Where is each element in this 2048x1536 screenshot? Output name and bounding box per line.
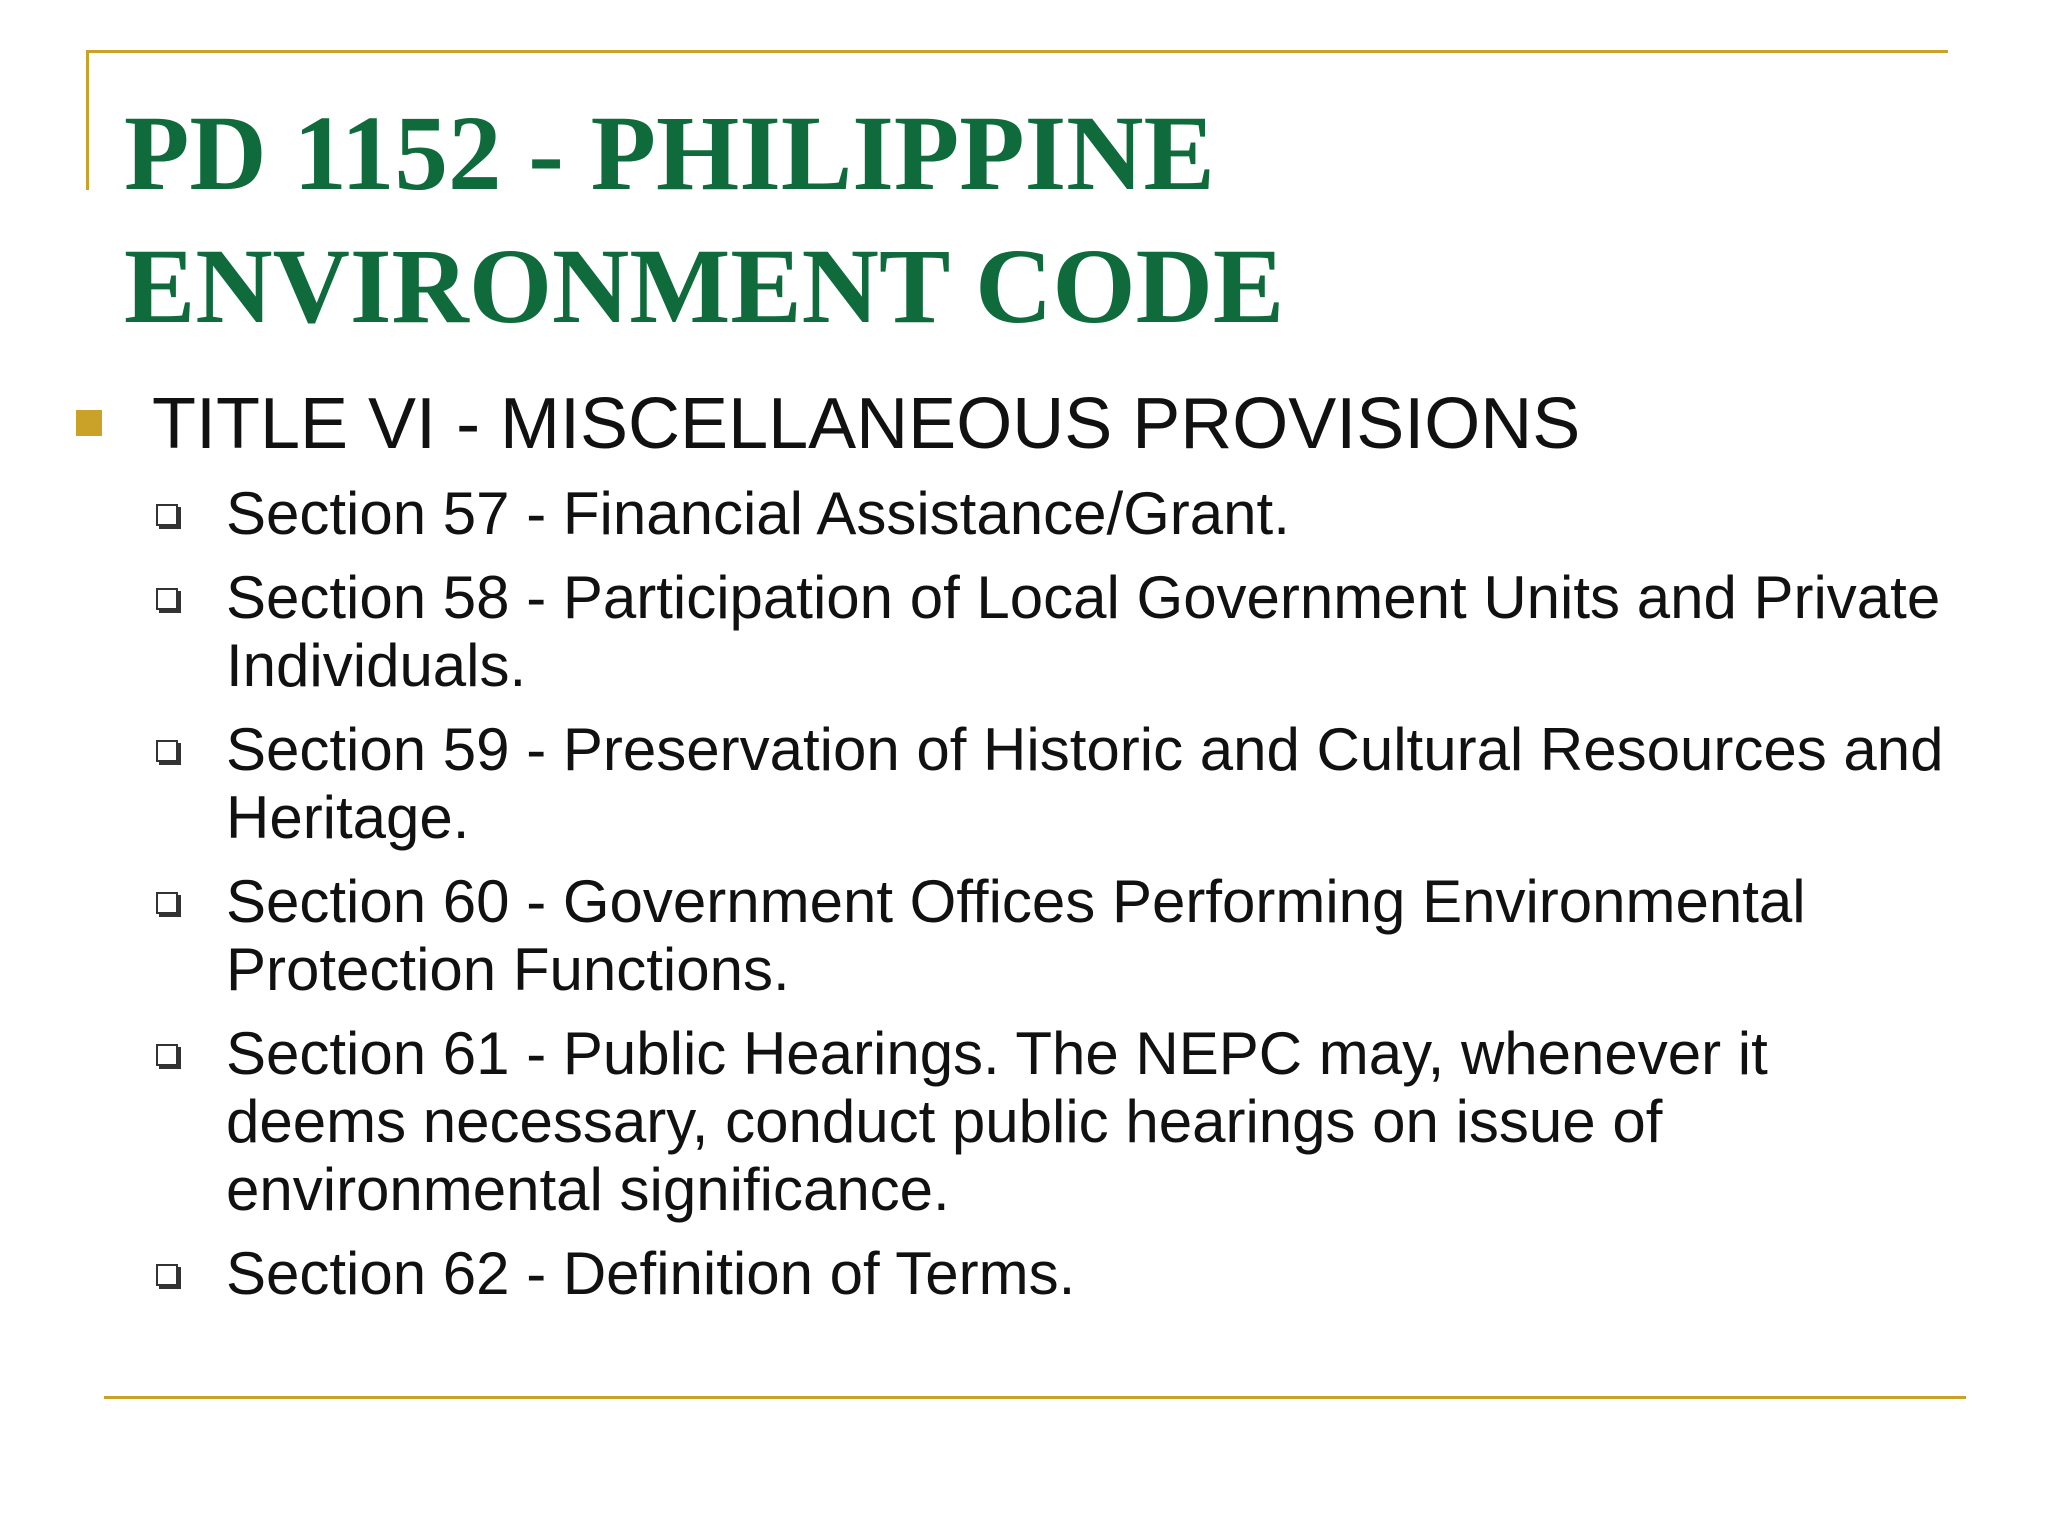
checkbox-bullet-icon — [156, 892, 178, 914]
section-text: Section 58 - Participation of Local Government Units and Private Individuals. — [226, 564, 1941, 699]
section-item — [150, 716, 1950, 852]
slide-title — [124, 88, 1904, 354]
checkbox-bullet-icon — [156, 1044, 178, 1066]
checkbox-bullet-icon — [156, 588, 178, 610]
top-rule — [86, 50, 1948, 53]
square-bullet-icon — [76, 410, 102, 436]
section-text: Section 60 - Government Offices Performing Environmental Protection Functions. — [226, 868, 1806, 1003]
section-item — [150, 1240, 1950, 1308]
section-item — [150, 480, 1950, 548]
checkbox-bullet-icon — [156, 740, 178, 762]
section-text: Section 57 - Financial Assistance/Grant. — [226, 480, 1290, 547]
section-item — [150, 564, 1950, 700]
main-bullet-text: TITLE VI - MISCELLANEOUS PROVISIONS — [152, 384, 1581, 464]
bottom-rule — [104, 1396, 1966, 1399]
left-rule — [86, 50, 89, 190]
section-item — [150, 868, 1950, 1004]
title-line-2: ENVIRONMENT CODE — [124, 228, 1285, 346]
section-list — [150, 480, 1950, 1324]
section-item — [150, 1020, 1950, 1224]
section-text: Section 59 - Preservation of Historic and Cultural Resources and Heritage. — [226, 716, 1944, 851]
checkbox-bullet-icon — [156, 1264, 178, 1286]
section-text: Section 61 - Public Hearings. The NEPC may, whenever it deems necessary, conduct public hearings on issue of environmental significance. — [226, 1020, 1768, 1223]
title-line-1: PD 1152 - PHILIPPINE — [124, 95, 1215, 213]
checkbox-bullet-icon — [156, 504, 178, 526]
section-text: Section 62 - Definition of Terms. — [226, 1240, 1076, 1307]
